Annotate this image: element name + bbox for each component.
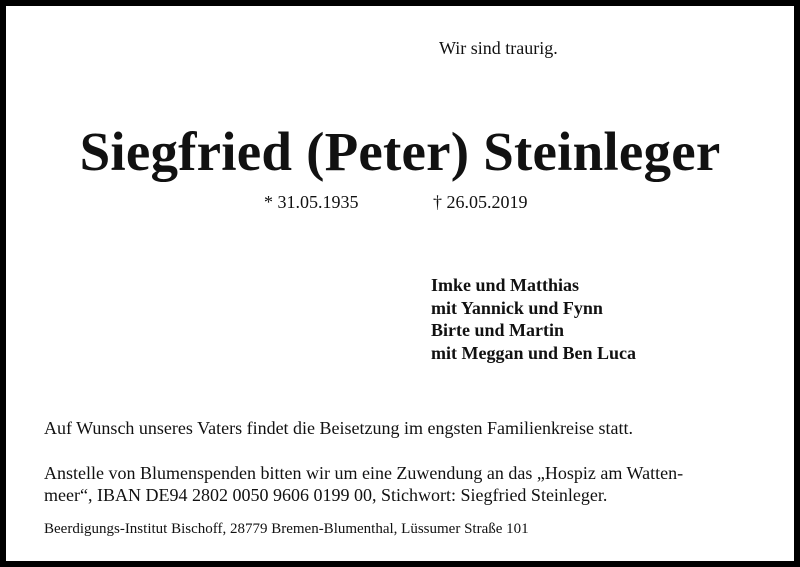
burial-notice-text: Auf Wunsch unseres Vaters findet die Beisetzung im engsten Familienkreise statt. <box>44 418 633 438</box>
donation-line: Anstelle von Blumenspenden bitten wir um eine Zuwendung an das „Hospiz am Watten- <box>44 463 684 483</box>
mourner-line: mit Yannick und Fynn <box>431 297 603 318</box>
death-date: † 26.05.2019 <box>433 192 528 212</box>
donation-line: meer“, IBAN DE94 2802 0050 9606 0199 00, Stichwort: Siegfried Steinleger. <box>44 485 608 505</box>
mourner-line: Imke und Matthias <box>431 275 580 295</box>
mourner-line: mit Meggan und Ben Luca <box>431 342 637 363</box>
funeral-home-info: Beerdigungs-Institut Bischoff, 28779 Bremen-Blumenthal, Lüssumer Straße 101 <box>44 521 529 537</box>
mourners-list <box>431 274 636 364</box>
birth-date: * 31.05.1935 <box>264 192 359 212</box>
opening-line: Wir sind traurig. <box>439 38 558 58</box>
deceased-name: Siegfried (Peter) Steinleger <box>79 121 721 182</box>
donation-request <box>44 462 683 506</box>
mourner-line: Birte und Martin <box>431 320 564 340</box>
